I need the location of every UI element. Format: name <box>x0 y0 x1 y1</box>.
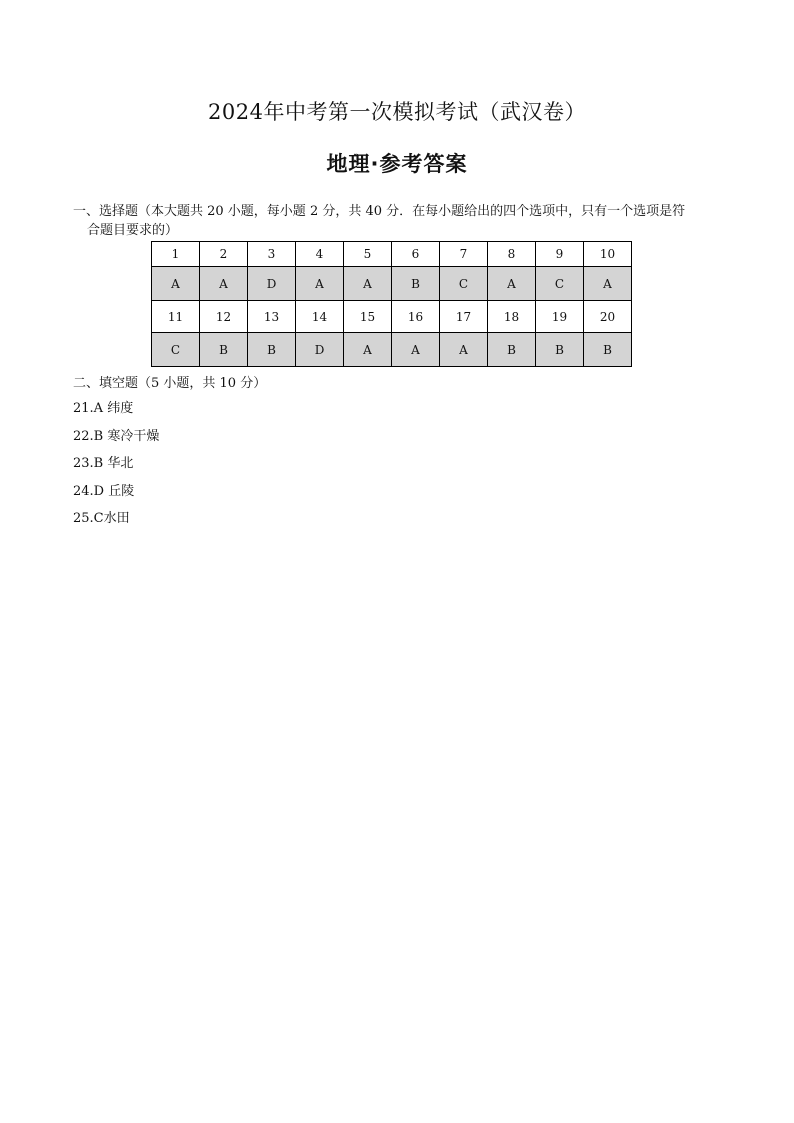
question-number-cell: 7 <box>440 242 488 267</box>
section-fill-in-heading: 二、填空题（5 小题，共 10 分） <box>73 376 267 391</box>
question-number-cell: 2 <box>200 242 248 267</box>
question-number-cell: 4 <box>296 242 344 267</box>
fill-in-answer-item: 22.B 寒冷干燥 <box>73 428 160 444</box>
question-number-cell: 16 <box>392 301 440 333</box>
fill-in-answer-item: 23.B 华北 <box>73 456 134 471</box>
question-number-cell: 13 <box>248 301 296 333</box>
question-number-cell: 9 <box>536 242 584 267</box>
answer-cell: B <box>248 333 296 367</box>
answer-cell: A <box>152 267 200 301</box>
question-number-cell: 15 <box>344 301 392 333</box>
fill-in-answer-item: 24.D 丘陵 <box>73 483 135 499</box>
answer-cell: A <box>344 267 392 301</box>
answer-cell: B <box>392 267 440 301</box>
fill-in-answer-item: 25.C水田 <box>73 511 130 526</box>
answer-cell: C <box>152 333 200 367</box>
answer-cell: B <box>536 333 584 367</box>
answer-cell: B <box>200 333 248 367</box>
section-multiple-choice-heading-line2: 合题目要求的） <box>87 223 179 238</box>
page-title: 2024年中考第一次模拟考试（武汉卷） <box>208 100 586 124</box>
question-number-cell: 3 <box>248 242 296 267</box>
answer-cell: A <box>200 267 248 301</box>
answer-cell: D <box>296 333 344 367</box>
question-number-cell: 18 <box>488 301 536 333</box>
question-number-cell: 8 <box>488 242 536 267</box>
section-multiple-choice-heading <box>73 202 733 240</box>
answer-cell: C <box>440 267 488 301</box>
answer-cell: B <box>488 333 536 367</box>
fill-in-answer-item: 21.A 纬度 <box>73 401 134 416</box>
answer-row <box>152 333 632 367</box>
question-number-cell: 19 <box>536 301 584 333</box>
question-number-cell: 20 <box>584 301 632 333</box>
page-subtitle: 地理·参考答案 <box>326 152 468 176</box>
question-number-row <box>152 301 632 333</box>
fill-in-answer-list <box>73 400 159 538</box>
answer-key-table <box>151 241 632 367</box>
answer-cell: D <box>248 267 296 301</box>
answer-cell: A <box>296 267 344 301</box>
question-number-cell: 5 <box>344 242 392 267</box>
answer-cell: A <box>392 333 440 367</box>
answer-cell: A <box>344 333 392 367</box>
question-number-cell: 1 <box>152 242 200 267</box>
answer-row <box>152 267 632 301</box>
question-number-cell: 11 <box>152 301 200 333</box>
answer-cell: A <box>440 333 488 367</box>
answer-cell: A <box>488 267 536 301</box>
question-number-cell: 14 <box>296 301 344 333</box>
question-number-cell: 10 <box>584 242 632 267</box>
question-number-cell: 17 <box>440 301 488 333</box>
question-number-cell: 12 <box>200 301 248 333</box>
question-number-row <box>152 242 632 267</box>
section-multiple-choice-heading-line1: 一、选择题（本大题共 20 小题，每小题 2 分，共 40 分．在每小题给出的四个选项中，只有一个选项是符 <box>73 204 686 219</box>
answer-cell: B <box>584 333 632 367</box>
answer-cell: A <box>584 267 632 301</box>
question-number-cell: 6 <box>392 242 440 267</box>
answer-cell: C <box>536 267 584 301</box>
